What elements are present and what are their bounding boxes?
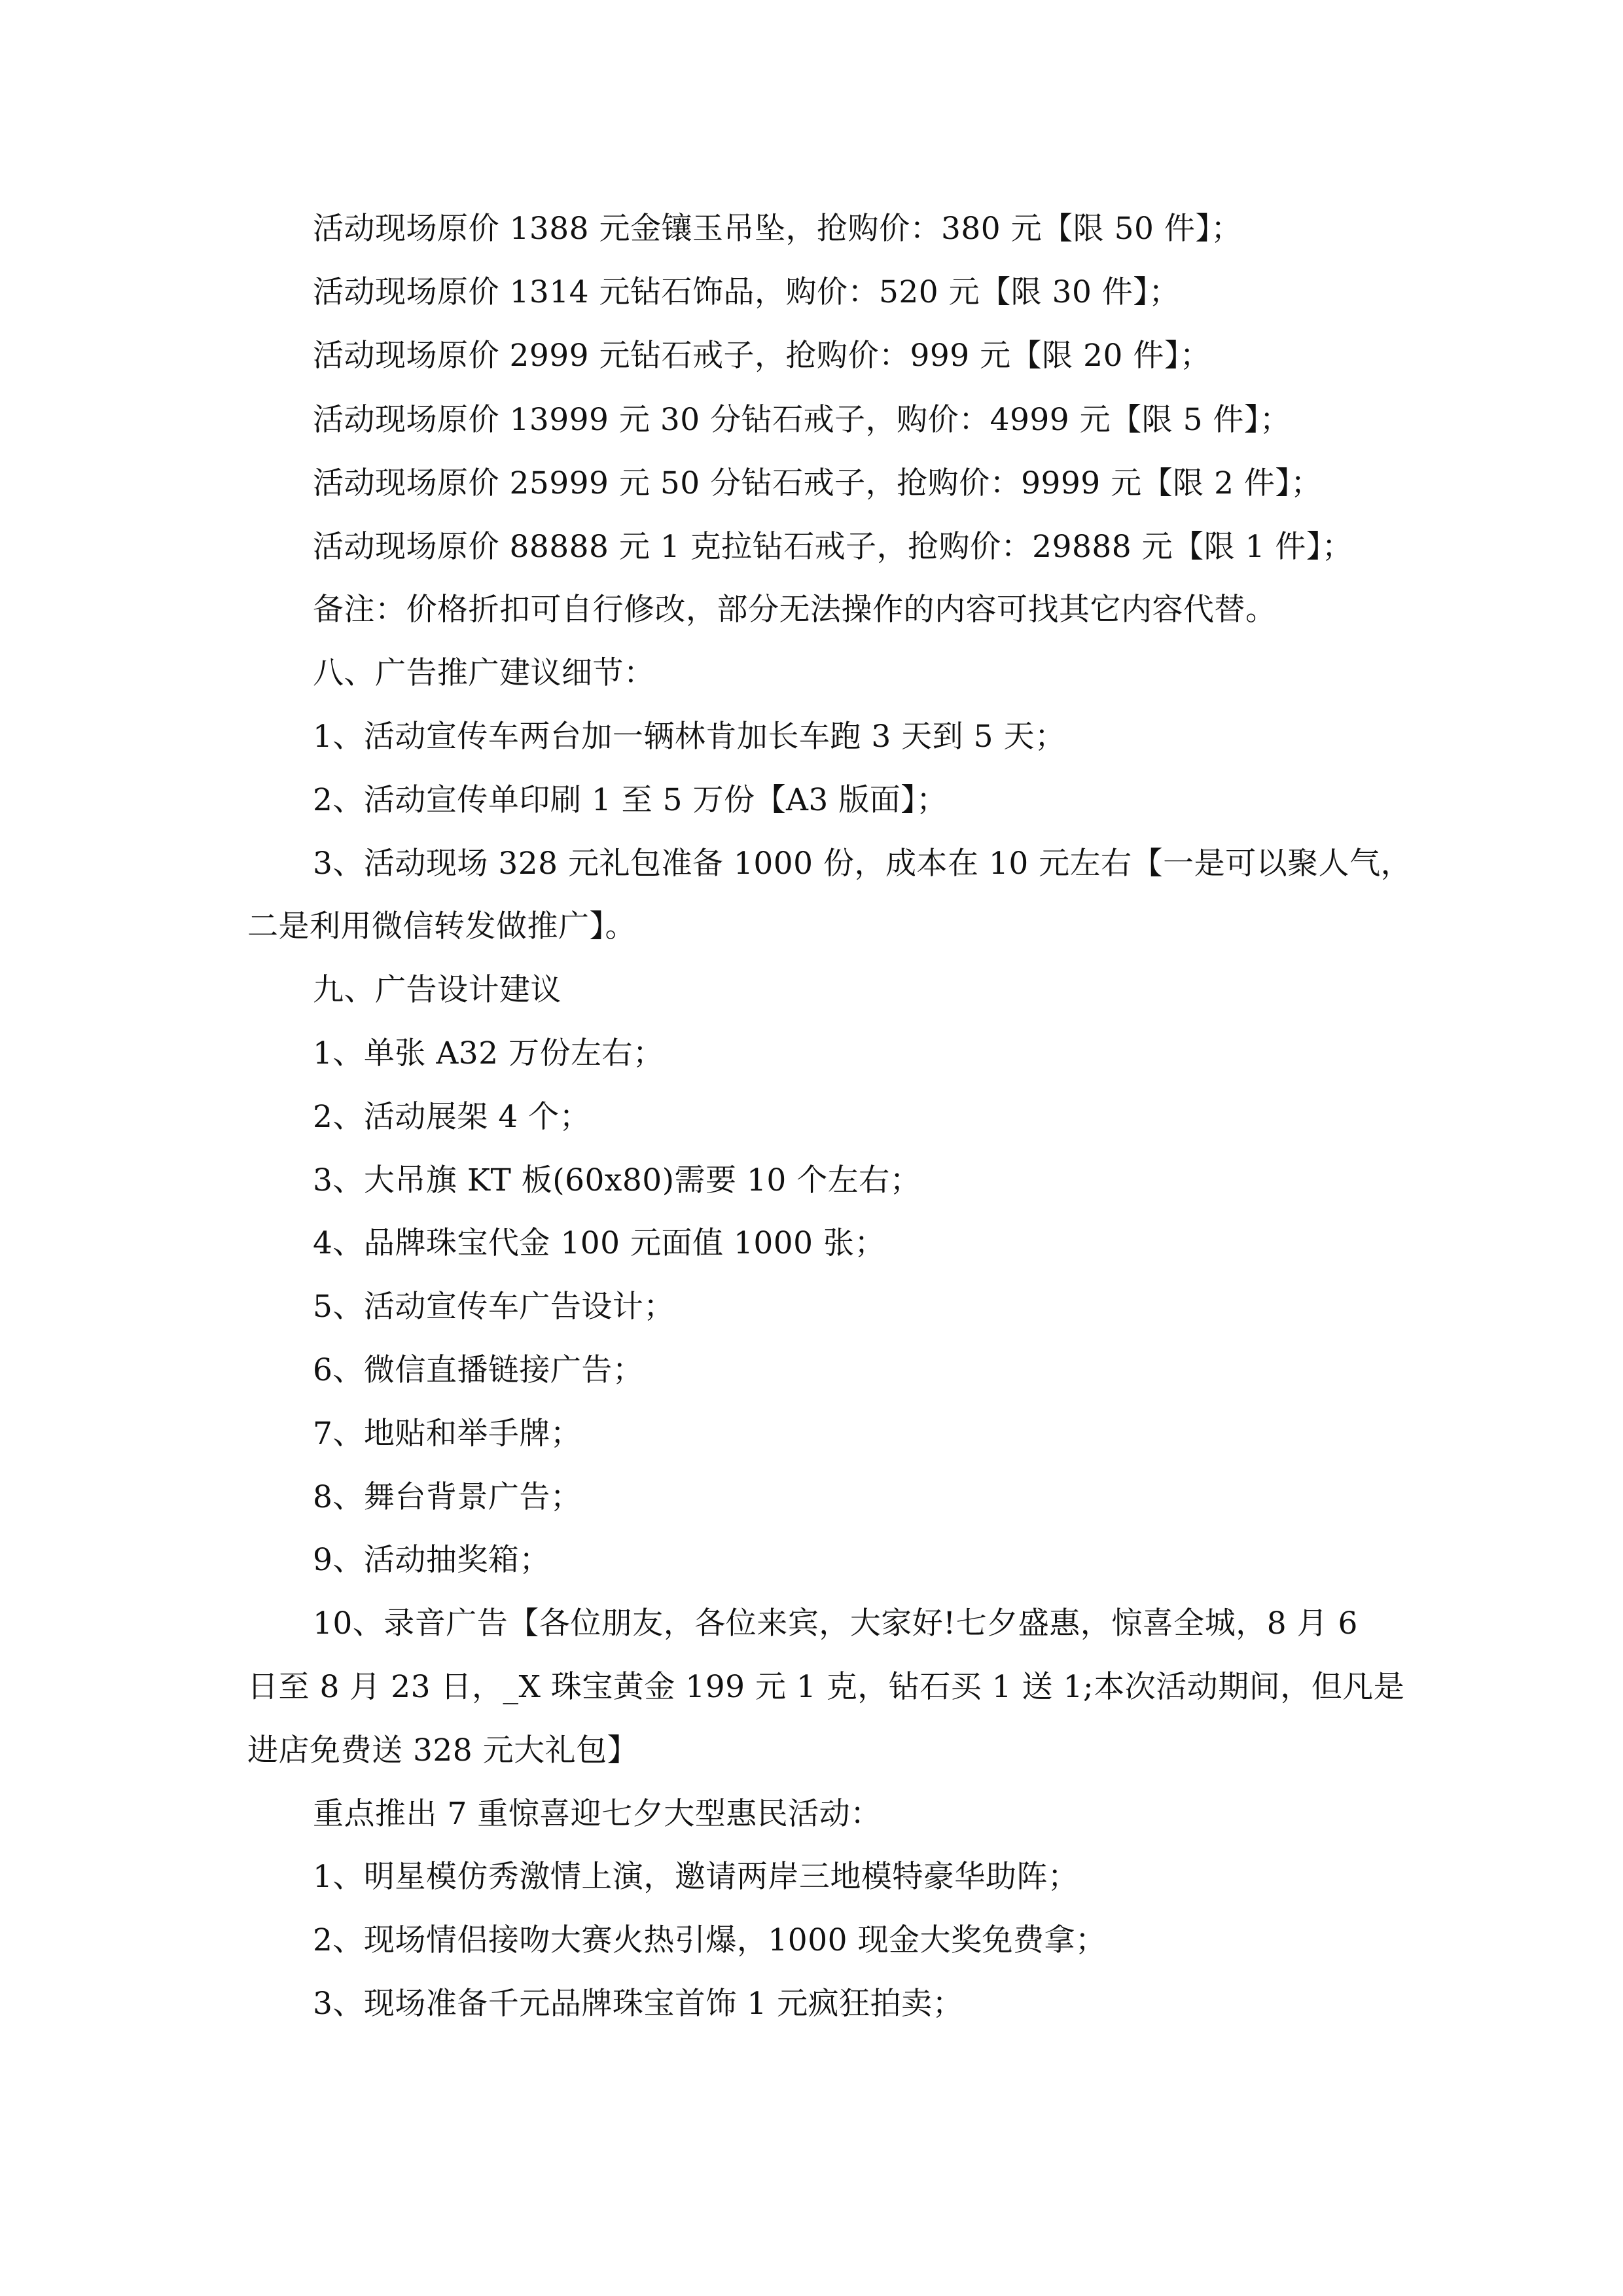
text-line: 活动现场原价 1314 元钻石饰品，购价：520 元【限 30 件】； <box>313 274 1180 310</box>
text-line: 1、活动宣传车两台加一辆林肯加长车跑 3 天到 5 天； <box>313 719 1066 755</box>
text-line: 5、活动宣传车广告设计； <box>313 1289 675 1325</box>
text-line: 9、活动抽奖箱； <box>313 1542 550 1578</box>
text-line: 日至 8 月 23 日，_X 珠宝黄金 199 元 1 克，钻石买 1 送 1;本次活动期间，但凡是 <box>247 1669 1405 1705</box>
text-line: 二是利用微信转发做推广】。 <box>247 908 636 944</box>
text-line: 7、地贴和举手牌； <box>313 1416 582 1452</box>
text-line: 8、舞台背景广告； <box>313 1479 582 1515</box>
text-line: 活动现场原价 2999 元钻石戒子，抢购价：999 元【限 20 件】； <box>313 338 1211 374</box>
text-line: 3、活动现场 328 元礼包准备 1000 份，成本在 10 元左右【一是可以聚人气， <box>313 846 1412 882</box>
text-line: 3、现场准备千元品牌珠宝首饰 1 元疯狂拍卖； <box>313 1986 964 2022</box>
text-line: 10、录音广告【各位朋友，各位来宾，大家好!七夕盛惠，惊喜全城，8 月 6 <box>313 1605 1358 1641</box>
text-line: 1、单张 A32 万份左右； <box>313 1035 664 1071</box>
note-line: 备注：价格折扣可自行修改，部分无法操作的内容可找其它内容代替。 <box>313 592 1277 628</box>
text-line: 4、品牌珠宝代金 100 元面值 1000 张； <box>313 1225 885 1261</box>
text-line: 3、大吊旗 KT 板(60x80)需要 10 个左右； <box>313 1162 921 1198</box>
text-line: 2、活动宣传单印刷 1 至 5 万份【A3 版面】； <box>313 782 948 818</box>
text-line: 活动现场原价 1388 元金镶玉吊坠，抢购价：380 元【限 50 件】； <box>313 211 1242 247</box>
text-line: 进店免费送 328 元大礼包】 <box>247 1732 639 1768</box>
section-heading: 八、广告推广建议细节： <box>313 655 655 691</box>
text-line: 活动现场原价 13999 元 30 分钻石戒子，购价：4999 元【限 5 件】； <box>313 402 1291 438</box>
text-line: 1、明星模仿秀激情上演，邀请两岸三地模特豪华助阵； <box>313 1859 1079 1895</box>
section-heading: 九、广告设计建议 <box>313 972 562 1008</box>
text-line: 活动现场原价 88888 元 1 克拉钻石戒子，抢购价：29888 元【限 1 件】； <box>313 529 1353 565</box>
text-line: 2、现场情侣接吻大赛火热引爆，1000 现金大奖免费拿； <box>313 1922 1107 1958</box>
text-line: 2、活动展架 4 个； <box>313 1099 591 1135</box>
text-line: 重点推出 7 重惊喜迎七夕大型惠民活动： <box>313 1796 882 1832</box>
text-line: 活动现场原价 25999 元 50 分钻石戒子，抢购价：9999 元【限 2 件】； <box>313 465 1322 501</box>
text-line: 6、微信直播链接广告； <box>313 1352 644 1388</box>
